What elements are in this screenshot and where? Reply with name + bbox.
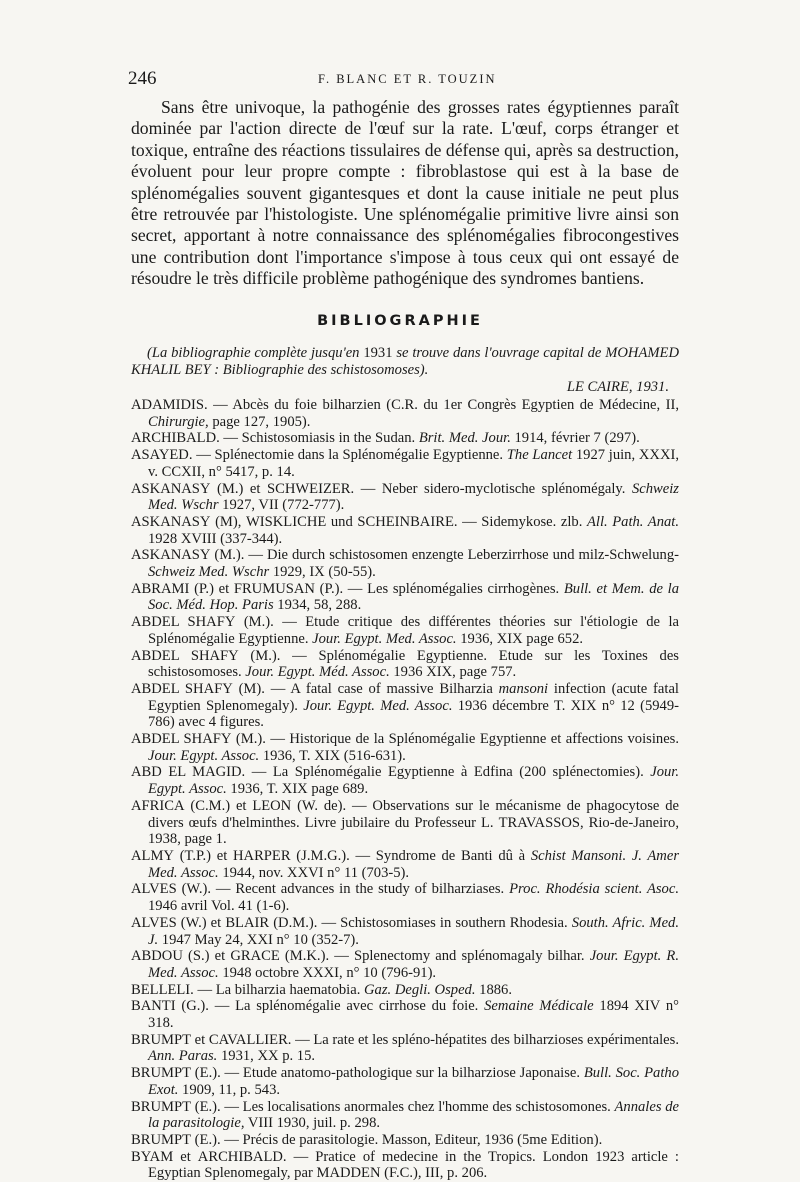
reference-author: MADDEN bbox=[316, 1165, 381, 1182]
reference-text: page 127, 1905). bbox=[208, 413, 311, 430]
reference-author: ASAYED. bbox=[131, 447, 193, 464]
reference-text: 1936 décembre T. XIX n° 12 (5949-786) avec 4 figures. bbox=[148, 697, 679, 731]
reference-entry bbox=[131, 581, 679, 614]
bibliography-intro-note bbox=[131, 345, 679, 379]
reference-journal: Chirurgie, bbox=[148, 413, 209, 430]
reference-author: BRUMPT bbox=[131, 1031, 192, 1048]
reference-author: ALMY bbox=[131, 847, 174, 864]
reference-author: SCHEINBAIRE. bbox=[357, 513, 458, 530]
reference-author: ABDEL SHAFY bbox=[131, 680, 233, 697]
reference-text: (M.). — Etude critique des différentes théories sur l'étiologie de la Splénomégalie Egyptienne. bbox=[148, 614, 679, 647]
reference-text: (E.). — Etude anatomo-pathologique sur la bilharziose Japonaise. bbox=[191, 1065, 584, 1082]
reference-author: ABD EL MAGID. bbox=[131, 764, 246, 781]
reference-text: — Splénectomie dans la Splénomégalie Egyptienne. bbox=[192, 447, 507, 464]
reference-text: (E.). — Les localisations anormales chez l'homme des schistosomones. bbox=[191, 1098, 615, 1115]
reference-author: BANTI bbox=[131, 998, 176, 1015]
reference-text: (T.P.) et bbox=[173, 847, 233, 864]
reference-journal: Proc. Rhodésia scient. Asoc. bbox=[509, 881, 679, 898]
reference-journal: Jour. Egypt. Assoc. bbox=[148, 764, 680, 798]
reference-author: ARCHIBALD. bbox=[197, 1148, 287, 1165]
reference-author: HARPER bbox=[233, 847, 291, 864]
reference-author: ASKANASY bbox=[131, 480, 211, 497]
reference-author: BLAIR bbox=[225, 914, 270, 931]
reference-text: (W.). — Recent advances in the study of bilharziases. bbox=[176, 881, 510, 898]
page-header bbox=[128, 68, 688, 92]
reference-entry bbox=[131, 1065, 679, 1098]
reference-entry bbox=[131, 1149, 679, 1182]
reference-entry bbox=[131, 397, 679, 430]
reference-entry bbox=[131, 915, 679, 948]
running-head: F. BLANC ET R. TOUZIN bbox=[318, 72, 497, 86]
reference-text: Rio-de-Janeiro, 1938, page 1. bbox=[148, 814, 679, 848]
reference-journal: Bull. et Mem. de la Soc. Méd. Hop. Paris bbox=[148, 580, 680, 614]
reference-author: LEON bbox=[252, 797, 292, 814]
reference-text: (M.). — Die durch schistosomen enzengte Leberzirrhose und milz-Schwelung- bbox=[210, 547, 679, 564]
reference-journal: Jour. Egypt. Med. Assoc. bbox=[303, 697, 453, 714]
reference-journal: Ann. Paras. bbox=[148, 1048, 218, 1065]
reference-journal: mansoni bbox=[498, 680, 549, 697]
reference-text: (E.). — Précis de parasitologie. Masson, Editeur, 1936 (5me Edition). bbox=[191, 1131, 603, 1148]
reference-text: (F.C.), III, p. 206. bbox=[380, 1165, 488, 1182]
reference-text: infection (acute fatal Egyptien Splenomegaly). bbox=[148, 680, 679, 714]
reference-text: 1929, IX (50-55). bbox=[269, 564, 376, 581]
intro-year: 1931 bbox=[363, 345, 393, 361]
reference-entry bbox=[131, 430, 679, 447]
reference-list bbox=[131, 397, 679, 1182]
reference-author: ABDEL SHAFY bbox=[131, 614, 236, 631]
reference-entry bbox=[131, 731, 679, 764]
reference-author: ADAMIDIS. bbox=[131, 397, 208, 413]
reference-text: 1928 XVIII (337-344). bbox=[148, 530, 283, 547]
reference-text: et bbox=[173, 1148, 198, 1165]
reference-text: — Sidemykose. zlb. bbox=[457, 513, 587, 530]
reference-text: (G.). — La splénomégalie avec cirrhose du foie. bbox=[175, 998, 485, 1015]
reference-author: BRUMPT bbox=[131, 1131, 192, 1148]
reference-entry bbox=[131, 681, 679, 731]
reference-text: (W.) et bbox=[176, 914, 226, 931]
reference-text: VIII 1930, juil. p. 298. bbox=[244, 1115, 381, 1132]
reference-text: (M.). — Splénomégalie Egyptienne. Etude sur les Toxines des schistosomoses. bbox=[148, 647, 679, 681]
reference-journal: All. Path. Anat. bbox=[586, 513, 679, 530]
reference-entry bbox=[131, 514, 679, 547]
reference-author: BYAM bbox=[131, 1148, 174, 1165]
reference-author: ASKANASY bbox=[131, 513, 211, 530]
reference-text: — Schistosomiasis in the Sudan. bbox=[219, 430, 419, 447]
reference-text: et bbox=[191, 1031, 209, 1048]
reference-journal: Schist Mansoni. J. Amer Med. Assoc. bbox=[148, 847, 679, 881]
reference-text: (J.M.G.). — Syndrome de Banti dû à bbox=[290, 847, 531, 864]
reference-author: ABDEL SHAFY bbox=[131, 731, 232, 748]
reference-text: 1944, nov. XXVI n° 11 (703-5). bbox=[218, 864, 410, 881]
reference-text: 1936 XIX, page 757. bbox=[389, 664, 517, 681]
reference-author: BRUMPT bbox=[131, 1065, 192, 1082]
reference-author: TRAVASSOS, bbox=[498, 814, 584, 831]
reference-author: SCHWEIZER. bbox=[267, 480, 355, 497]
reference-text: (M.). — Historique de la Splénomégalie Egyptienne et affections voisines. bbox=[231, 731, 679, 748]
reference-text: (C.M.) et bbox=[184, 797, 253, 814]
reference-entry bbox=[131, 481, 679, 514]
reference-entry bbox=[131, 614, 679, 647]
reference-text: — Pratice of medecine in the Tropics. London 1923 article : Egyptian Splenomegaly, par bbox=[148, 1148, 679, 1182]
reference-entry bbox=[131, 547, 679, 580]
reference-text: (P.) et bbox=[189, 580, 234, 597]
reference-entry bbox=[131, 764, 679, 797]
reference-text: 1894 XIV n° 318. bbox=[148, 998, 679, 1032]
reference-author: ABRAMI bbox=[131, 580, 190, 597]
reference-author: FRUMUSAN bbox=[233, 580, 315, 597]
conclusion-paragraph: Sans être univoque, la pathogénie des grosses rates égyptiennes paraît dominée par l'action directe de l'œuf sur la rate. L'œuf, corps étranger et toxique, entraîne des réactions tissulaires de défense qui, après sa destruction, évoluent pour leur propre compte : fibroblastose qui est à la base de splénomégalies souvent gigantesques et dont la cause initiale ne peut plus être retrouvée par l'histologiste. Une splénomégalie primitive livre ainsi son secret, apportant à notre connaissance des splénomégalies fibrocongestives une contribution dont l'importance s'impose à tous ceux qui ont essayé de résoudre le très difficile problème pathogénique des syndromes bantiens. bbox=[131, 97, 679, 289]
reference-entry bbox=[131, 447, 679, 480]
reference-author: ALVES bbox=[131, 914, 177, 931]
reference-journal: Gaz. Degli. Osped. bbox=[364, 981, 476, 998]
reference-text: 1914, février 7 (297). bbox=[510, 430, 640, 447]
bibliography-intro bbox=[131, 345, 679, 396]
reference-entry bbox=[131, 848, 679, 881]
reference-entry bbox=[131, 881, 679, 914]
reference-journal: Annales de la parasitologie, bbox=[148, 1098, 679, 1132]
reference-text: 1946 avril Vol. 41 (1-6). bbox=[148, 898, 290, 915]
reference-entry bbox=[131, 1132, 679, 1149]
reference-entry bbox=[131, 948, 679, 981]
reference-text: — La rate et les spléno-hépatites des bilharzioses expérimentales. bbox=[291, 1031, 679, 1048]
reference-text: — Neber sidero-myclotische splénomégaly. bbox=[354, 480, 632, 497]
reference-entry bbox=[131, 998, 679, 1031]
reference-author: BELLELI. bbox=[131, 981, 194, 998]
reference-text: 1927 juin, XXXI, v. CCXII, n° 5417, p. 14. bbox=[148, 447, 679, 480]
reference-entry bbox=[131, 982, 679, 999]
reference-author: ALVES bbox=[131, 881, 177, 898]
reference-journal: Jour. Egypt. Méd. Assoc. bbox=[245, 664, 390, 681]
intro-place: LE CAIRE, 1931. bbox=[566, 379, 669, 395]
reference-text: — La Splénomégalie Egyptienne à Edfina (200 splénectomies). bbox=[245, 764, 651, 781]
reference-text: 1909, 11, p. 543. bbox=[178, 1081, 281, 1098]
reference-text: und bbox=[326, 513, 358, 530]
reference-entry bbox=[131, 1032, 679, 1065]
reference-text: 1936, XIX page 652. bbox=[456, 630, 584, 647]
reference-journal: The Lancet bbox=[506, 447, 573, 464]
reference-author: ASKANASY bbox=[131, 547, 211, 564]
reference-journal: Jour. Egypt. Med. Assoc. bbox=[312, 630, 457, 647]
reference-journal: Bull. Soc. Patho Exot. bbox=[148, 1065, 679, 1098]
reference-text: 1948 octobre XXXI, n° 10 (796-91). bbox=[218, 964, 437, 981]
reference-text: (S.) et bbox=[182, 948, 231, 965]
bibliography-heading: BIBLIOGRAPHIE bbox=[317, 313, 483, 329]
reference-journal: Jour. Egypt. Assoc. bbox=[148, 747, 260, 764]
reference-text: (M.K.). — Splenectomy and splénomagaly bilhar. bbox=[279, 948, 590, 965]
reference-text: 1934, 58, 288. bbox=[273, 597, 362, 614]
reference-author: ARCHIBALD. bbox=[131, 430, 220, 447]
reference-text: — Abcès du foie bilharzien (C.R. du 1er Congrès Egyptien de Médecine, II, bbox=[207, 397, 679, 413]
reference-journal: Brit. Med. Jour. bbox=[418, 430, 511, 447]
reference-text: 1936, T. XIX page 689. bbox=[226, 781, 369, 798]
reference-entry bbox=[131, 798, 679, 848]
reference-author: ABDEL SHAFY bbox=[131, 647, 239, 664]
reference-author: CAVALLIER. bbox=[208, 1031, 292, 1048]
reference-text: (P.). — Les splénomégalies cirrhogènes. bbox=[314, 580, 564, 597]
reference-text: 1947 May 24, XXI n° 10 (352-7). bbox=[158, 931, 359, 948]
reference-author: GRACE bbox=[230, 948, 280, 965]
reference-text: 1936, T. XIX (516-631). bbox=[259, 747, 406, 764]
reference-author: BRUMPT bbox=[131, 1098, 192, 1115]
reference-text: (M). — A fatal case of massive Bilharzia bbox=[232, 680, 499, 697]
reference-author: WISKLICHE bbox=[246, 513, 327, 530]
reference-text: 1886. bbox=[475, 981, 512, 998]
page-number: 246 bbox=[128, 68, 157, 89]
reference-entry bbox=[131, 1099, 679, 1132]
reference-author: AFRICA bbox=[131, 797, 185, 814]
reference-text: 1927, VII (772-777). bbox=[218, 497, 345, 514]
reference-text: 1931, XX p. 15. bbox=[217, 1048, 316, 1065]
reference-text: (W. de). — Observations sur le mécanisme de phagocytose de divers œufs d'helminthes. Livre jubilaire du Professeur L. bbox=[148, 797, 679, 831]
reference-author: ABDOU bbox=[131, 948, 183, 965]
reference-text: (M.) et bbox=[210, 480, 267, 497]
intro-text-a: (La bibliographie complète jusqu'en bbox=[147, 345, 364, 361]
reference-entry bbox=[131, 648, 679, 681]
reference-text: — La bilharzia haematobia. bbox=[193, 981, 365, 998]
reference-journal: Semaine Médicale bbox=[484, 998, 594, 1015]
reference-journal: Schweiz Med. Wschr bbox=[148, 564, 270, 581]
reference-text: (D.M.). — Schistosomiases in southern Rhodesia. bbox=[269, 914, 572, 931]
reference-journal: South. Afric. Med. J. bbox=[148, 914, 680, 948]
reference-text: (M), bbox=[210, 513, 247, 530]
reference-journal: Schweiz Med. Wschr bbox=[148, 480, 679, 514]
reference-journal: Jour. Egypt. R. Med. Assoc. bbox=[148, 948, 679, 981]
intro-text-b: se trouve dans l'ouvrage capital de MOHAMED KHALIL BEY : Bibliographie des schistosomoses). bbox=[131, 345, 679, 378]
